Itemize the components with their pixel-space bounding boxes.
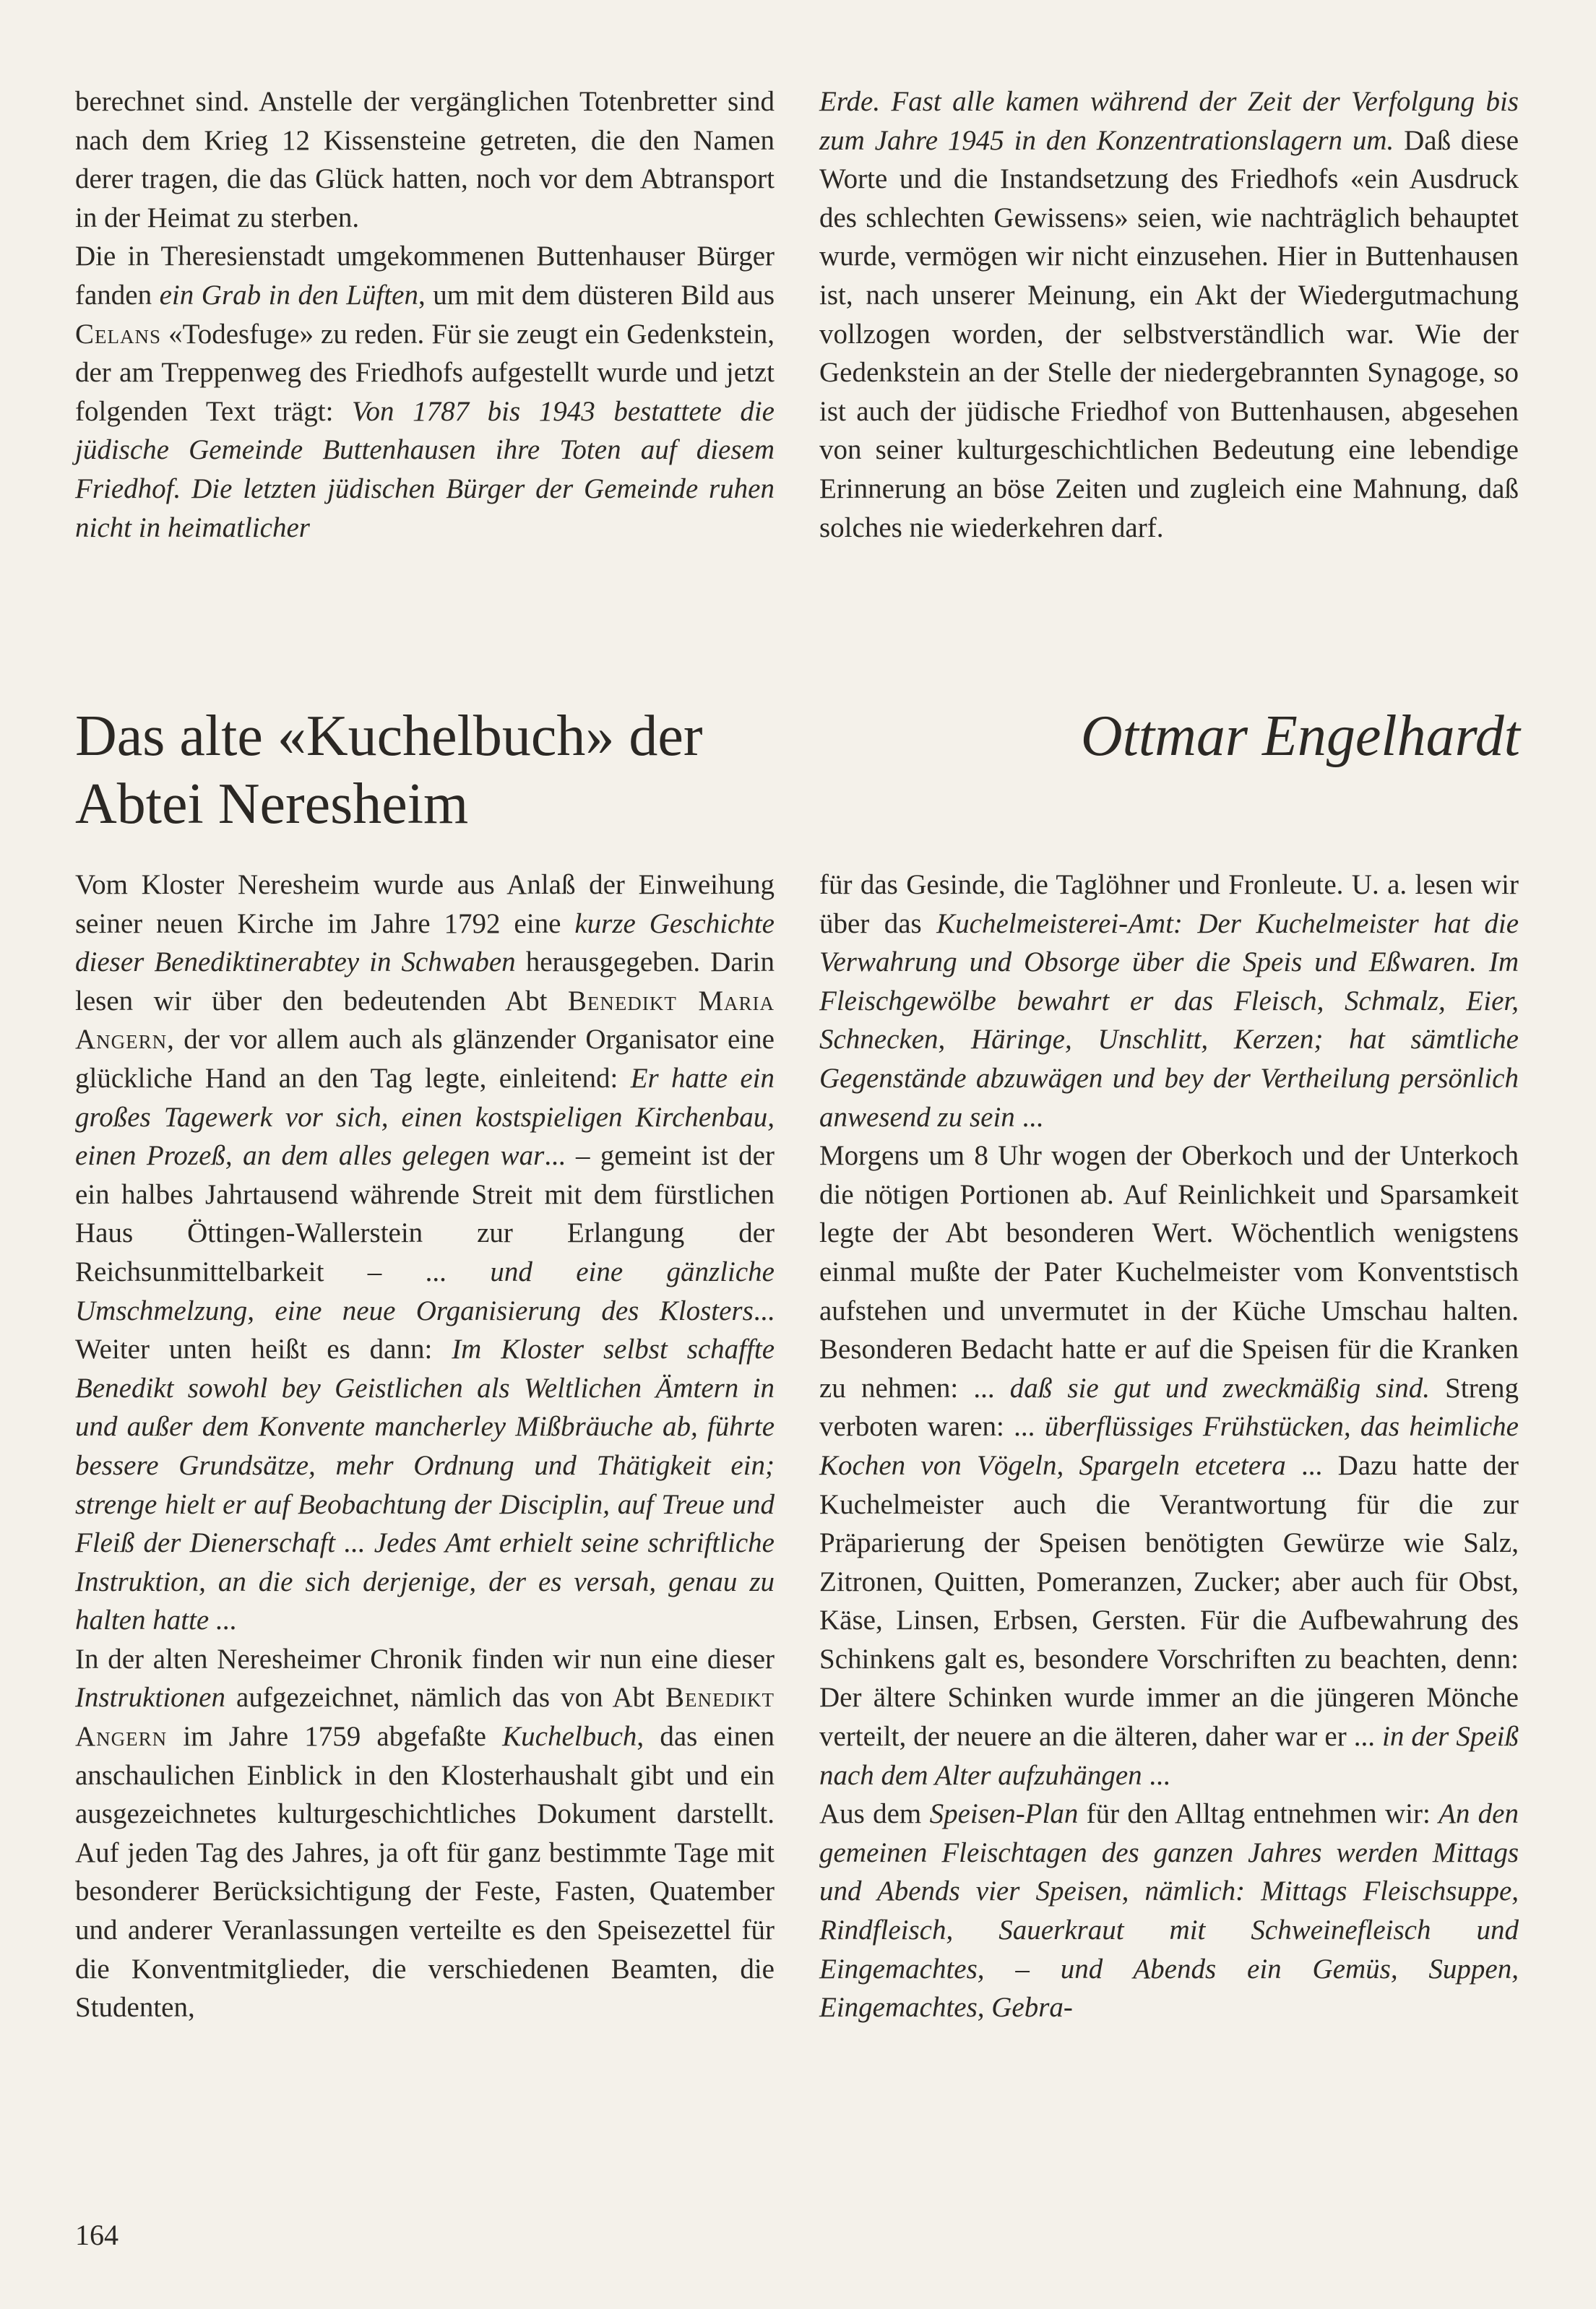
article-right-column bbox=[819, 866, 1519, 2027]
paragraph: berechnet sind. Anstelle der vergänglichen Totenbretter sind nach dem Krieg 12 Kissensteine getreten, die den Namen derer tragen, die das Glück hatten, noch vor dem Abtransport in der Heimat zu sterben. bbox=[75, 86, 775, 233]
article-author: Ottmar Engelhardt bbox=[1080, 704, 1520, 768]
page-number: 164 bbox=[75, 2219, 118, 2251]
article-title-line-2: Abtei Neresheim bbox=[75, 772, 469, 836]
paragraph: Morgens um 8 Uhr wogen der Oberkoch und der Unterkoch die nötigen Portionen ab. Auf Reinlichkeit und Sparsamkeit legte der Abt besonderen Wert. Wöchentlich wenigstens einmal mußte der Pater Kuchelmeister vom Konventstisch aufstehen und unvermutet in der Küche Umschau halten. Besonderen Bedacht hatte er auf die Speisen für die Kranken zu nehmen: ... daß sie gut und zweckmäßig sind. Streng verboten waren: ... überflüssiges Frühstücken, das heimliche Kochen von Vögeln, Spargeln etcetera ... Dazu hatte der Kuchelmeister auch die Verantwortung für die zur Präparierung der Speisen benötigten Gewürze wie Salz, Zitronen, Quitten, Pomeranzen, Zucker; aber auch für Obst, Käse, Linsen, Erbsen, Gersten. Für die Aufbewahrung des Schinkens galt es, besondere Vorschriften zu beachten, denn: Der ältere Schinken wurde immer an die jüngeren Mönche verteilt, der neuere an die älteren, daher war er ... in der Speiß nach dem Alter aufzuhängen ... bbox=[819, 1140, 1519, 1791]
article-left-column bbox=[75, 866, 775, 2027]
previous-article-left-column bbox=[75, 82, 775, 547]
article-title bbox=[75, 702, 870, 838]
paragraph: Die in Theresienstadt umgekommenen Buttenhauser Bürger fanden ein Grab in den Lüften, um mit dem düsteren Bild aus Celans «Todesfuge» zu reden. Für sie zeugt ein Gedenkstein, der am Treppenweg des Friedhofs aufgestellt wurde und jetzt folgenden Text trägt: Von 1787 bis 1943 bestattete die jüdische Gemeinde Buttenhausen ihre Toten auf diesem Friedhof. Die letzten jüdischen Bürger der Gemeinde ruhen nicht in heimatlicher bbox=[75, 241, 775, 543]
paragraph: für das Gesinde, die Taglöhner und Fronleute. U. a. lesen wir über das Kuchelmeisterei-Amt: Der Kuchelmeister hat die Verwahrung und Obsorge über die Speis und Eßwaren. Im Fleischgewölbe bewahrt er das Fleisch, Schmalz, Eier, Schnecken, Häringe, Unschlitt, Kerzen; hat sämtliche Gegenstände abzuwägen und bey der Vertheilung persönlich anwesend zu sein ... bbox=[819, 869, 1519, 1133]
paragraph: In der alten Neresheimer Chronik finden wir nun eine dieser Instruktionen aufgezeichnet, nämlich das von Abt Benedikt Angern im Jahre 1759 abgefaßte Kuchelbuch, das einen anschaulichen Einblick in den Klosterhaushalt gibt und ein ausgezeichnetes kulturgeschichtliches Dokument darstellt. Auf jeden Tag des Jahres, ja oft für ganz bestimmte Tage mit besonderer Berücksichtigung der Feste, Fasten, Quatember und anderer Veranlassungen verteilte es den Speisezettel für die Konventmitglieder, die verschiedenen Beamten, die Studenten, bbox=[75, 1643, 775, 2024]
previous-article-right-column bbox=[819, 82, 1519, 547]
paragraph: Vom Kloster Neresheim wurde aus Anlaß der Einweihung seiner neuen Kirche im Jahre 1792 eine kurze Geschichte dieser Benediktinerabtey in Schwaben herausgegeben. Darin lesen wir über den bedeutenden Abt Benedikt Maria Angern, der vor allem auch als glänzender Organisator eine glückliche Hand an den Tag legte, einleitend: Er hatte ein großes Tagewerk vor sich, einen kostspieligen Kirchenbau, einen Prozeß, an dem alles gelegen war... – gemeint ist der ein halbes Jahrtausend währende Streit mit dem fürstlichen Haus Öttingen-Wallerstein zur Erlangung der Reichsunmittelbarkeit – ... und eine gänzliche Umschmelzung, eine neue Organisierung des Klosters... Weiter unten heißt es dann: Im Kloster selbst schaffte Benedikt sowohl bey Geistlichen als Weltlichen Ämtern in und außer dem Konvente mancherley Mißbräuche ab, führte bessere Grundsätze, mehr Ordnung und Thätigkeit ein; strenge hielt er auf Beobachtung der Disciplin, auf Treue und Fleiß der Dienerschaft ... Jedes Amt erhielt seine schriftliche Instruktion, an die sich derjenige, der es versah, genau zu halten hatte ... bbox=[75, 869, 775, 1636]
article-title-line-1: Das alte «Kuchelbuch» der bbox=[75, 704, 703, 768]
paragraph: Erde. Fast alle kamen während der Zeit der Verfolgung bis zum Jahre 1945 in den Konzentrationslagern um. Daß diese Worte und die Instandsetzung des Friedhofs «ein Ausdruck des schlechten Gewissens» seien, wie nachträglich behauptet wurde, vermögen wir nicht einzusehen. Hier in Buttenhausen ist, nach unserer Meinung, ein Akt der Wiedergutmachung vollzogen worden, der selbstverständlich war. Wie der Gedenkstein an der Stelle der niedergebrannten Synagoge, so ist auch der jüdische Friedhof von Buttenhausen, abgesehen von seiner kulturgeschichtlichen Bedeutung eine lebendige Erinnerung an böse Zeiten und zugleich eine Mahnung, daß solches nie wiederkehren darf. bbox=[819, 86, 1519, 543]
paragraph: Aus dem Speisen-Plan für den Alltag entnehmen wir: An den gemeinen Fleischtagen des ganzen Jahres werden Mittags und Abends vier Speisen, nämlich: Mittags Fleischsuppe, Rindfleisch, Sauerkraut mit Schweinefleisch und Eingemachtes, – und Abends ein Gemüs, Suppen, Eingemachtes, Gebra- bbox=[819, 1798, 1519, 2024]
